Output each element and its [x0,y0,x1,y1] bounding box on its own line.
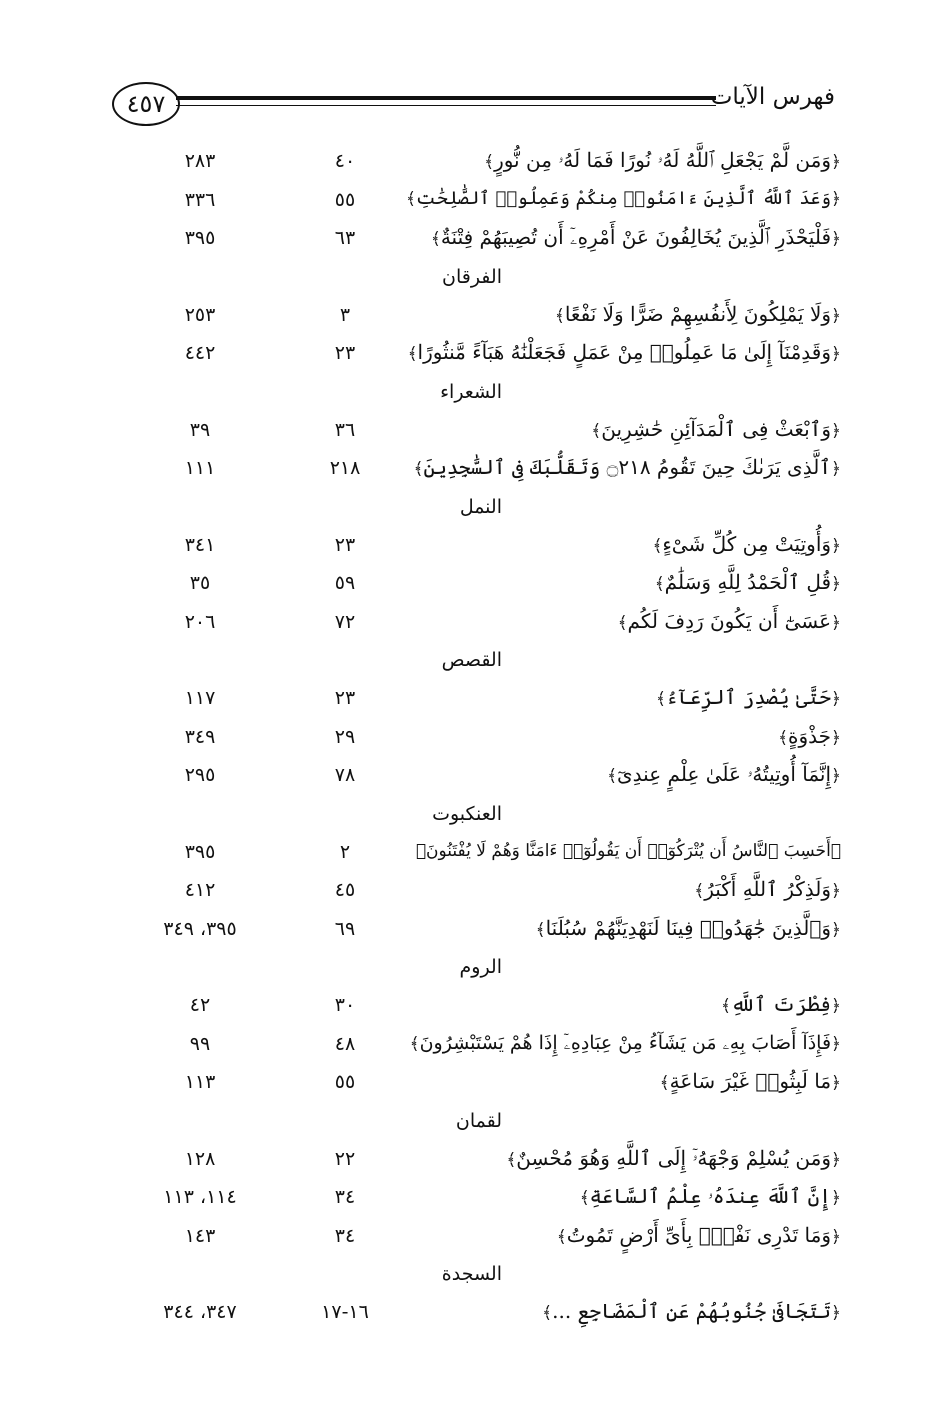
verse-text [694,874,841,906]
open-ornate-bracket: ﴿ [831,919,841,940]
sura-name: العنكبوت [432,802,502,825]
ayah-number: ٢٣ [334,342,356,364]
page-reference: ٩٩ [189,1032,211,1055]
verse-text [721,989,841,1021]
close-ornate-bracket: ﴾ [617,612,628,633]
verse-text [607,759,841,791]
verse-text [431,222,841,254]
sura-name: الروم [459,956,502,978]
ayah-number: ٣٤ [334,1186,356,1208]
verse-words: فَإِذَآ أَصَابَ بِهِۦ مَن يَشَآءُ مِنْ عِبَادِهِۦٓ إِذَا هُمْ يَسْتَبْشِرُونَ [419,1031,832,1054]
ayah-number: ٧٢ [334,610,356,633]
page-reference: ١٤٣ [184,1224,216,1247]
close-ornate-bracket: ﴾ [415,840,427,861]
index-row [0,565,945,604]
verse-text [484,145,841,177]
index-row [0,297,945,336]
verse-text [408,337,841,369]
ayah-number: ٦٣ [334,227,356,249]
page-reference: ٢٠٦ [184,610,216,633]
close-ornate-bracket: ﴾ [484,152,495,172]
page-reference: ٣٤٧، ٣٤٤ [163,1301,237,1323]
open-ornate-bracket: ﴿ [831,1226,841,1247]
close-ornate-bracket: ﴾ [542,1303,553,1323]
verse-words: عَسَىٰٓ أَن يَكُونَ رَدِفَ لَكُم [627,608,832,633]
close-ornate-bracket: ﴾ [591,420,602,441]
page-reference: ٣٩٥ [184,840,216,863]
close-ornate-bracket: ﴾ [694,881,705,901]
open-ornate-bracket: ﴿ [831,1188,841,1208]
sura-heading-row [0,1256,945,1294]
open-ornate-bracket: ﴿ [831,574,841,594]
index-row [0,872,945,911]
close-ornate-bracket: ﴾ [406,188,416,209]
header-rule [176,96,716,100]
header-rule-thin [176,105,716,106]
sura-heading-row [0,374,945,412]
index-row [0,1218,945,1257]
index-row [0,335,945,374]
close-ornate-bracket: ﴾ [554,305,565,326]
verse-words: وَعَدَ ٱللَّهُ ٱلَّذِينَ ءَامَنُوا۟ مِنكُمْ وَعَمِلُوا۟ ٱلصَّٰلِحَٰتِ [415,187,832,209]
verse-text [778,721,841,753]
ayah-number: ١٦-١٧ [321,1301,369,1323]
open-ornate-bracket: ﴿ [831,459,841,479]
verse-text [416,836,841,866]
sura-heading-row [0,1103,945,1141]
open-ornate-bracket: ﴿ [831,535,841,556]
verse-words: ٱلَّذِى يَرَىٰكَ حِينَ تَقُومُ ۝٢١٨ وَتَقَلُّبَكَ فِى ٱلسَّٰجِدِينَ [423,455,832,479]
open-ornate-bracket: ﴿ [831,152,841,172]
open-ornate-bracket: ﴿ [831,1303,841,1323]
index-row [0,834,945,873]
verse-text [655,567,841,599]
index-row [0,220,945,259]
verse-text [652,529,841,561]
sura-heading-row [0,642,945,680]
verse-words: وَلَا يَمْلِكُونَ لِأَنفُسِهِمْ ضَرًّا وَلَا نَفْعًا [564,301,832,326]
close-ornate-bracket: ﴾ [409,1033,420,1054]
sura-name: لقمان [455,1109,502,1132]
verse-words: جَذْوَةٍ [788,723,832,748]
verse-words: قُلِ ٱلْحَمْدُ لِلَّهِ وَسَلَٰمٌ [664,570,832,594]
ayah-number: ٢٣ [334,533,356,556]
ayah-number: ٢٣ [334,687,356,709]
open-ornate-bracket: ﴿ [830,840,841,861]
index-row [0,450,945,489]
sura-name: السجدة [441,1263,502,1285]
index-row [0,719,945,758]
open-ornate-bracket: ﴿ [831,766,841,786]
index-row [0,680,945,719]
page-reference: ٣٥ [189,572,211,594]
page-reference: ٤٤٢ [184,342,216,364]
index-row [0,527,945,566]
close-ornate-bracket: ﴾ [413,459,424,479]
open-ornate-bracket: ﴿ [831,881,841,901]
close-ornate-bracket: ﴾ [430,229,441,249]
ayah-number: ٣٤ [334,1224,356,1247]
verse-text [557,1220,841,1252]
page-reference: ٢٥٣ [184,303,216,326]
open-ornate-bracket: ﴿ [831,344,841,364]
page-reference: ٤١٢ [184,879,216,901]
page-reference: ١١٧ [184,687,216,709]
sura-heading-row [0,489,945,527]
verse-text [506,1143,841,1175]
page-reference: ٣٩٥، ٣٤٩ [163,917,237,940]
sura-heading-row [0,259,945,297]
page-reference: ١٢٨ [184,1147,216,1170]
open-ornate-bracket: ﴿ [831,420,841,441]
verse-text [536,913,841,945]
verse-words: وَٱبْعَثْ فِى ٱلْمَدَآئِنِ حَٰشِرِينَ [601,416,832,441]
verse-index-table [0,143,945,1333]
sura-name: الشعراء [440,380,502,403]
ayah-number: ٢١٨ [329,457,361,479]
ayah-number: ٣ [339,303,351,326]
ayah-number: ٢ [339,840,351,863]
ayah-number: ٢٩ [334,725,356,748]
ayah-number: ٤٨ [334,1032,356,1055]
page-reference: ٤٢ [189,994,211,1016]
sura-name: القصص [441,649,502,671]
ayah-number: ٦٩ [334,917,356,940]
ayah-number: ٢٢ [334,1147,356,1170]
sura-name: الفرقان [442,265,502,288]
open-ornate-bracket: ﴿ [831,996,841,1016]
open-ornate-bracket: ﴿ [831,727,841,748]
verse-words: فَلْيَحْذَرِ ٱلَّذِينَ يُخَالِفُونَ عَنْ أَمْرِهِۦٓ أَن تُصِيبَهُمْ فِتْنَةٌ [440,225,832,249]
sura-name: النمل [459,495,502,518]
ayah-number: ٣٠ [334,994,356,1016]
verse-words: فِطْرَتَ ٱللَّهِ [730,992,832,1016]
ayah-number: ٥٥ [334,1071,356,1093]
index-row [0,182,945,221]
verse-words: مَا لَبِثُوا۟ غَيْرَ سَاعَةٍ [669,1069,832,1093]
verse-words: إِنَّمَآ أُوتِيتُهُۥ عَلَىٰ عِلْمٍ عِندِىٓ [617,762,832,786]
ayah-number: ٤٠ [334,150,356,172]
verse-text [660,1066,841,1098]
verse-text [618,606,841,638]
index-row [0,143,945,182]
index-row [0,1294,945,1333]
open-ornate-bracket: ﴿ [831,612,841,633]
index-row [0,1026,945,1065]
verse-text [555,299,841,331]
index-row [0,604,945,643]
verse-text [414,452,841,484]
verse-words: تَتَجَافَىٰ جُنُوبُهُمْ عَنِ ٱلْمَضَاجِعِ ... [552,1299,832,1323]
open-ornate-bracket: ﴿ [831,1149,841,1170]
verse-text [406,184,841,214]
close-ornate-bracket: ﴾ [579,1188,590,1208]
verse-words: وَأُوتِيَتْ مِن كُلِّ شَىْءٍ [662,531,832,556]
verse-text [542,1296,841,1328]
close-ornate-bracket: ﴾ [720,996,731,1016]
open-ornate-bracket: ﴿ [831,1073,841,1093]
verse-words: أَحَسِبَ ٱلنَّاسُ أَن يُتْرَكُوٓا۟ أَن يَقُولُوٓا۟ ءَامَنَّا وَهُمْ لَا يُفْتَنُونَ [426,840,831,861]
page-reference: ٣٤٩ [184,725,216,748]
close-ornate-bracket: ﴾ [607,766,618,786]
index-row [0,1064,945,1103]
verse-text [656,682,841,714]
ayah-number: ٧٨ [334,764,356,786]
index-row [0,757,945,796]
ayah-number: ٥٩ [334,572,356,594]
verse-text [580,1181,841,1213]
verse-words: وَلَذِكْرُ ٱللَّهِ أَكْبَرُ [704,877,832,901]
close-ornate-bracket: ﴾ [778,727,789,748]
index-row [0,412,945,451]
index-row [0,987,945,1026]
open-ornate-bracket: ﴿ [831,305,841,326]
verse-text [410,1028,841,1059]
page-number: ٤٥٧ [112,82,180,126]
open-ornate-bracket: ﴿ [831,229,841,249]
page-header [0,70,945,130]
close-ornate-bracket: ﴾ [656,689,666,709]
page-reference: ١١١ [184,457,216,479]
verse-words: وَٱلَّذِينَ جَٰهَدُوا۟ فِينَا لَنَهْدِيَنَّهُمْ سُبُلَنَا [545,915,832,940]
ayah-number: ٤٥ [334,879,356,901]
verse-words: حَتَّىٰ يُصْدِرَ ٱلرِّعَآءُ [665,685,832,709]
sura-heading-row [0,949,945,987]
close-ornate-bracket: ﴾ [535,919,546,940]
close-ornate-bracket: ﴾ [407,344,418,364]
close-ornate-bracket: ﴾ [659,1073,670,1093]
index-row [0,1179,945,1218]
ayah-number: ٣٦ [334,418,356,441]
page-reference: ١١٣ [184,1071,216,1093]
verse-words: وَمَن يُسْلِمْ وَجْهَهُۥٓ إِلَى ٱللَّهِ وَهُوَ مُحْسِنٌ [516,1145,832,1170]
page-reference: ٣٤١ [184,533,216,556]
page-reference: ١١٤، ١١٣ [163,1186,237,1208]
page-reference: ٢٩٥ [184,764,216,786]
page-reference: ٢٨٣ [184,150,216,172]
verse-words: إِنَّ ٱللَّهَ عِندَهُۥ عِلْمُ ٱلسَّاعَةِ [589,1184,832,1208]
page-reference: ٣٩ [189,418,211,441]
close-ornate-bracket: ﴾ [506,1149,517,1170]
verse-words: وَمَا تَدْرِى نَفْسٌۢ بِأَىِّ أَرْضٍ تَمُوتُ [566,1222,832,1247]
open-ornate-bracket: ﴿ [831,689,841,709]
close-ornate-bracket: ﴾ [654,574,665,594]
open-ornate-bracket: ﴿ [831,188,841,209]
verse-words: وَقَدِمْنَآ إِلَىٰ مَا عَمِلُوا۟ مِنْ عَمَلٍ فَجَعَلْنَٰهُ هَبَآءً مَّنثُورًا [417,340,832,364]
open-ornate-bracket: ﴿ [831,1033,841,1054]
ayah-number: ٥٥ [334,188,356,211]
index-row [0,1141,945,1180]
running-title: فهرس الآيات [710,84,835,110]
verse-words: وَمَن لَّمْ يَجْعَلِ ٱللَّهُ لَهُۥ نُورًا فَمَا لَهُۥ مِن نُّورٍ [494,148,832,172]
sura-heading-row [0,796,945,834]
close-ornate-bracket: ﴾ [556,1226,567,1247]
verse-text [591,414,841,446]
index-row [0,911,945,950]
page-reference: ٣٣٦ [184,188,216,211]
page-reference: ٣٩٥ [184,227,216,249]
close-ornate-bracket: ﴾ [652,535,663,556]
